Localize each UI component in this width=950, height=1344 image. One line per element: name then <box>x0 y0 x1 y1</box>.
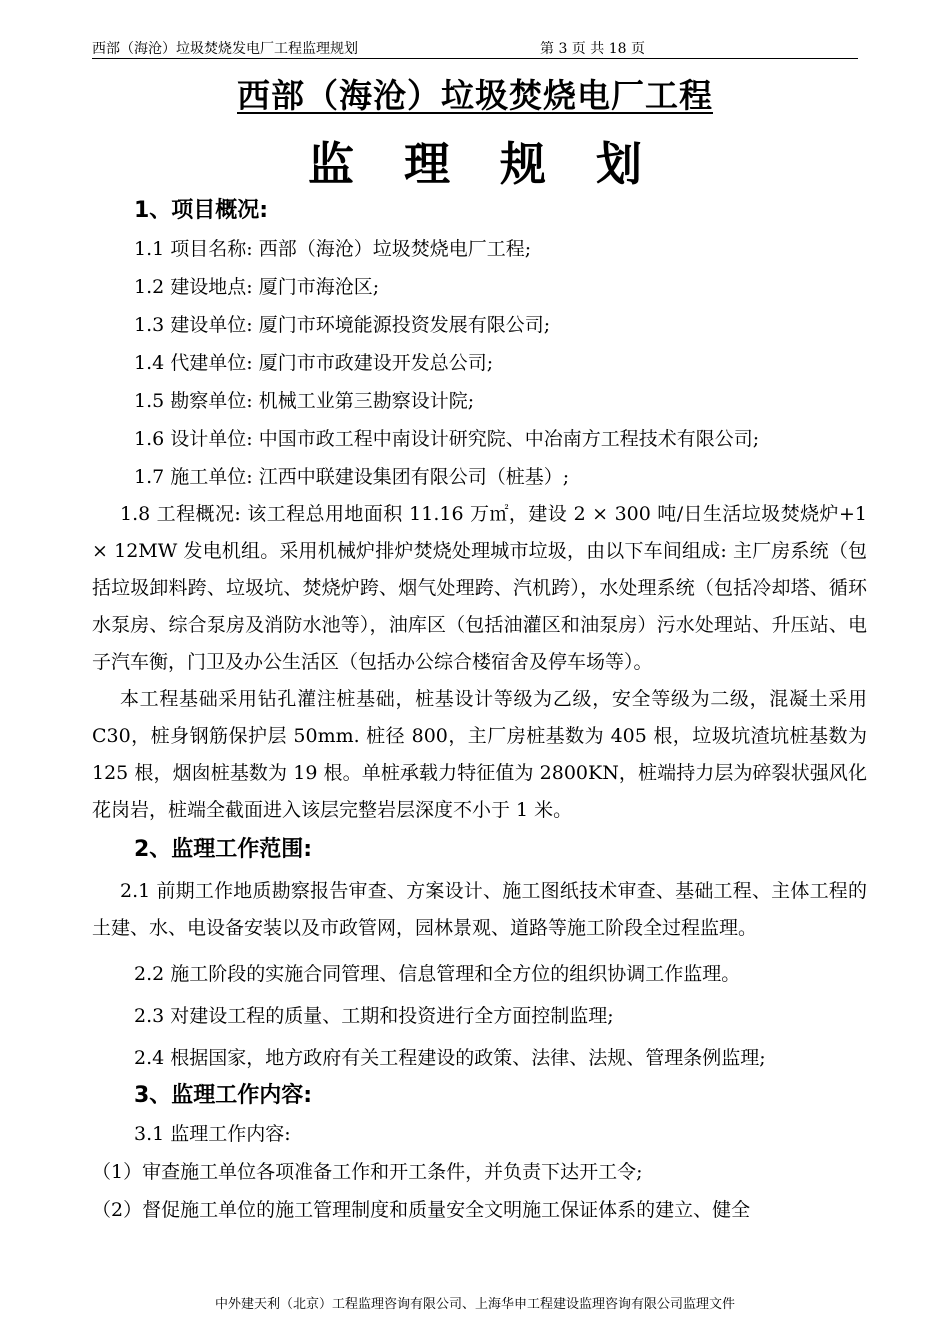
document-title: 监理规划 <box>308 137 692 191</box>
page-footer: 中外建天利（北京）工程监理咨询有限公司、上海华申工程建设监理咨询有限公司监理文件 <box>214 1297 735 1312</box>
construction-unit: 1.7 施工单位: 江西中联建设集团有限公司（桩基）; <box>134 466 570 488</box>
scope-2-3: 2.3 对建设工程的质量、工期和投资进行全方面控制监理; <box>134 1005 614 1027</box>
scope-2-1: 2.1 前期工作地质勘察报告审查、方案设计、施工图纸技术审查、基础工程、主体工程的土建、水、电设备安装以及市政管网，园林景观、道路等施工阶段全过程监理。 <box>92 880 867 939</box>
header-page-number: 第 3 页 共 18 页 <box>540 41 645 57</box>
project-name: 1.1 项目名称: 西部（海沧）垃圾焚烧电厂工程; <box>134 238 532 260</box>
survey-unit: 1.5 勘察单位: 机械工业第三勘察设计院; <box>134 390 475 412</box>
agent-unit: 1.4 代建单位: 厦门市市政建设开发总公司; <box>134 352 494 374</box>
design-unit: 1.6 设计单位: 中国市政工程中南设计研究院、中冶南方工程技术有限公司; <box>134 428 760 450</box>
header-rule <box>92 58 858 59</box>
section-2-heading: 2、监理工作范围: <box>134 837 313 862</box>
content-item-1: （1）审查施工单位各项准备工作和开工条件，并负责下达开工令; <box>92 1161 643 1183</box>
content-3-1: 3.1 监理工作内容: <box>134 1123 291 1145</box>
scope-2-2: 2.2 施工阶段的实施合同管理、信息管理和全方位的组织协调工作监理。 <box>134 963 741 985</box>
scope-2-4: 2.4 根据国家，地方政府有关工程建设的政策、法律、法规、管理条例监理; <box>134 1047 766 1069</box>
document-body <box>92 192 867 1229</box>
project-location: 1.2 建设地点: 厦门市海沧区; <box>134 276 380 298</box>
project-title: 西部（海沧）垃圾焚烧电厂工程 <box>237 76 713 115</box>
header-doc-title: 西部（海沧）垃圾焚烧发电厂工程监理规划 <box>92 41 358 57</box>
owner-unit: 1.3 建设单位: 厦门市环境能源投资发展有限公司; <box>134 314 551 336</box>
foundation-description: 本工程基础采用钻孔灌注桩基础，桩基设计等级为乙级，安全等级为二级，混凝土采用 C30，桩身钢筋保护层 50mm. 桩径 800，主厂房桩基数为 405 根，垃圾坑渣坑桩基数为 125 根，烟囱桩基数为 19 根。单桩承载力特征值为 2800KN，桩端持力层为碎裂状强风化花岗岩，桩端全截面进入该层完整岩层深度不小于 1 米。 <box>92 688 867 821</box>
page-header <box>92 38 858 56</box>
project-overview: 1.8 工程概况: 该工程总用地面积 11.16 万㎡，建设 2 × 300 吨/日生活垃圾焚烧炉+1 × 12MW 发电机组。采用机械炉排炉焚烧处理城市垃圾，由以下车间组成: 主厂房系统（包括垃圾卸料跨、垃圾坑、焚烧炉跨、烟气处理跨、汽机跨），水处理系统（包括冷却塔、循环水泵房、综合泵房及消防水池等），油库区（包括油灌区和油泵房）污水处理站、升压站、电子汽车衡，门卫及办公生活区（包括办公综合楼宿舍及停车场等）。 <box>92 503 867 673</box>
section-1-heading: 1、项目概况: <box>134 198 269 223</box>
section-3-heading: 3、监理工作内容: <box>134 1083 313 1108</box>
content-item-2: （2）督促施工单位的施工管理制度和质量安全文明施工保证体系的建立、健全 <box>92 1199 751 1221</box>
